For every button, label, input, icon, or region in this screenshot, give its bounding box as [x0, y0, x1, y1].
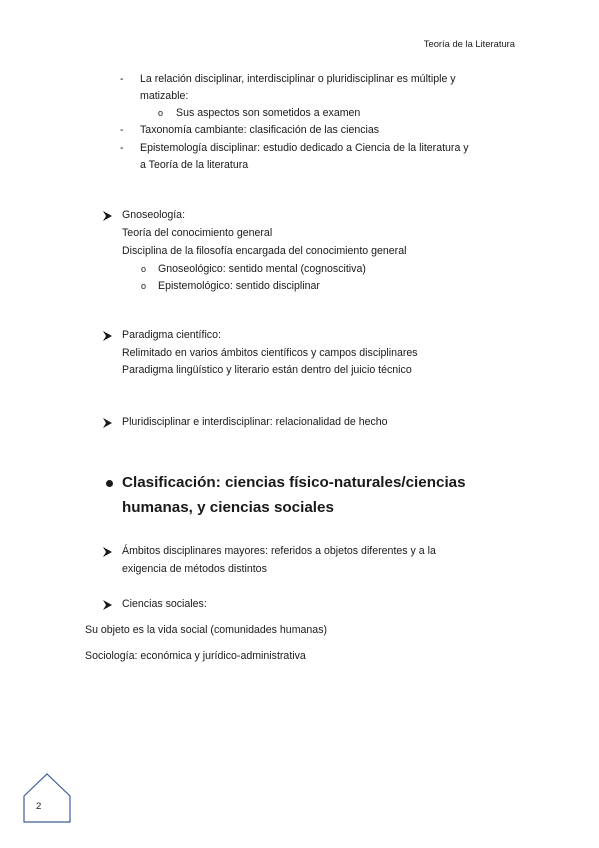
- sub-list-item: Epistemológico: sentido disciplinar: [158, 280, 320, 292]
- list-item: La relación disciplinar, interdisciplinar o pluridisciplinar es múltiple y: [140, 73, 456, 85]
- arrow-bullet-icon: [103, 418, 112, 428]
- dash-bullet: -: [120, 124, 124, 136]
- disc-bullet-icon: [106, 480, 113, 487]
- page-badge-shape-icon: [22, 772, 74, 824]
- major-heading: Clasificación: ciencias físico-naturales/ciencias: [122, 474, 466, 491]
- paragraph-line: Su objeto es la vida social (comunidades humanas): [85, 624, 328, 636]
- paragraph-line: Paradigma lingüístico y literario están dentro del juicio técnico: [122, 364, 412, 376]
- list-item-continuation: a Teoría de la literatura: [140, 159, 249, 171]
- list-item: Epistemología disciplinar: estudio dedicado a Ciencia de la literatura y: [140, 142, 469, 154]
- arrow-bullet-icon: [103, 331, 112, 341]
- paragraph-line: exigencia de métodos distintos: [122, 563, 267, 575]
- running-header: Teoría de la Literatura: [423, 38, 515, 49]
- list-item-continuation: matizable:: [140, 90, 189, 102]
- page-number-badge: [22, 772, 74, 824]
- paragraph-line: Disciplina de la filosofía encargada del conocimiento general: [122, 245, 407, 257]
- paragraph-line: Teoría del conocimiento general: [122, 227, 273, 239]
- dash-bullet: -: [120, 142, 124, 154]
- arrow-bullet-icon: [103, 600, 112, 610]
- list-item: Taxonomía cambiante: clasificación de las ciencias: [140, 124, 380, 136]
- section-heading: Ámbitos disciplinares mayores: referidos a objetos diferentes y a la: [122, 545, 436, 557]
- paragraph-line: Sociología: económica y jurídico-administrativa: [85, 650, 306, 662]
- circle-bullet-icon: o: [141, 264, 147, 274]
- section-heading: Gnoseología:: [122, 209, 186, 221]
- major-heading-continuation: humanas, y ciencias sociales: [122, 499, 334, 516]
- section-heading: Paradigma científico:: [122, 329, 221, 341]
- section-heading: Pluridisciplinar e interdisciplinar: relacionalidad de hecho: [122, 416, 388, 428]
- arrow-bullet-icon: [103, 211, 112, 221]
- circle-bullet-icon: o: [141, 281, 147, 291]
- paragraph-line: Relimitado en varios ámbitos científicos y campos disciplinares: [122, 347, 418, 359]
- sub-list-item: Sus aspectos son sometidos a examen: [176, 107, 361, 119]
- dash-bullet: -: [120, 73, 124, 85]
- section-heading: Ciencias sociales:: [122, 598, 207, 610]
- sub-list-item: Gnoseológico: sentido mental (cognoscitiva): [158, 263, 366, 275]
- arrow-bullet-icon: [103, 547, 112, 557]
- page-number: 2: [36, 801, 42, 812]
- circle-bullet-icon: o: [158, 108, 164, 118]
